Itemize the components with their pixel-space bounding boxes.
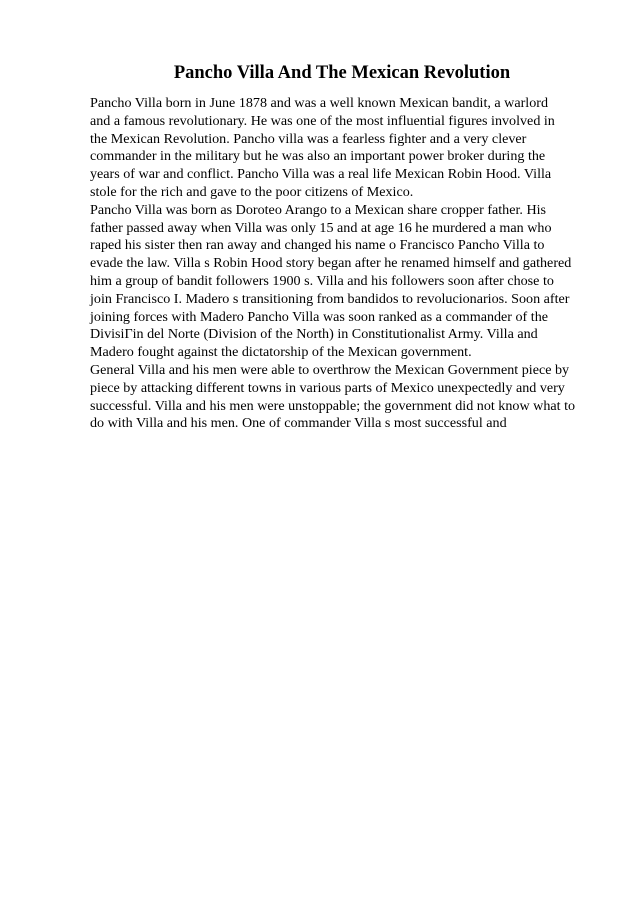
text-line: do with Villa and his men. One of commander Villa s most successful and: [90, 415, 507, 432]
document-title: Pancho Villa And The Mexican Revolution: [173, 63, 511, 83]
text-line: join Francisco I. Madero s transitioning from bandidos to revolucionarios. Soon after: [90, 290, 570, 307]
text-line: DivisiΓin del Norte (Division of the North) in Constitutionalist Army. Villa and: [90, 326, 538, 343]
text-line: stole for the rich and gave to the poor citizens of Mexico.: [90, 183, 414, 200]
text-line: evade the law. Villa s Robin Hood story began after he renamed himself and gathered: [90, 255, 572, 272]
document-body: [90, 95, 600, 433]
text-line: piece by attacking different towns in various parts of Mexico unexpectedly and very: [90, 379, 565, 396]
text-line: General Villa and his men were able to overthrow the Mexican Government piece by: [90, 361, 570, 378]
text-line: and a famous revolutionary. He was one of the most influential figures involved in: [90, 112, 555, 129]
text-line: commander in the military but he was also an important power broker during the: [90, 148, 546, 165]
text-line: Madero fought against the dictatorship of the Mexican government.: [90, 344, 472, 361]
text-line: years of war and conflict. Pancho Villa was a real life Mexican Robin Hood. Villa: [90, 166, 552, 183]
text-line: Pancho Villa born in June 1878 and was a well known Mexican bandit, a warlord: [90, 95, 549, 111]
text-line: the Mexican Revolution. Pancho villa was a fearless fighter and a very clever: [90, 130, 527, 147]
text-line: joining forces with Madero Pancho Villa was soon ranked as a commander of the: [90, 308, 548, 325]
text-line: raped his sister then ran away and changed his name o Francisco Pancho Villa to: [90, 237, 545, 254]
text-line: him a group of bandit followers 1900 s. Villa and his followers soon after chose to: [90, 272, 554, 289]
text-line: Pancho Villa was born as Doroteo Arango to a Mexican share cropper father. His: [90, 201, 547, 218]
text-line: father passed away when Villa was only 15 and at age 16 he murdered a man who: [90, 219, 552, 236]
text-line: successful. Villa and his men were unstoppable; the government did not know what to: [90, 397, 576, 414]
